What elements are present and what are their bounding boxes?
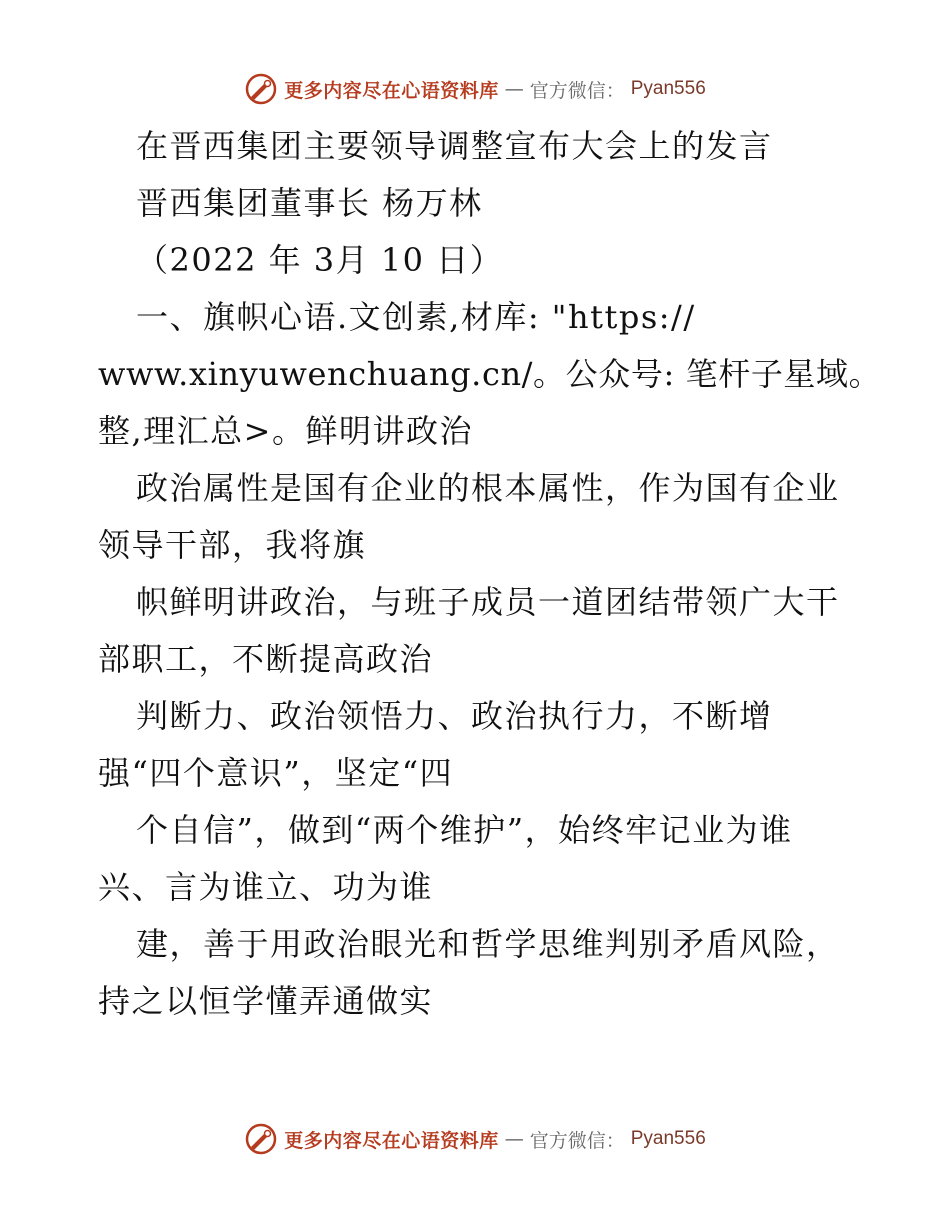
pen-circle-logo-icon bbox=[244, 1122, 278, 1156]
pen-circle-logo-icon bbox=[244, 72, 278, 106]
site-name: 更多内容尽在心语资料库 bbox=[284, 79, 499, 102]
footer-watermark-banner bbox=[0, 1122, 950, 1162]
wechat-id: Pyan556 bbox=[630, 1128, 706, 1149]
separator-dash: — bbox=[504, 78, 524, 100]
body-line: 部职工，不断提高政治 bbox=[98, 640, 434, 678]
wechat-id: Pyan556 bbox=[630, 78, 706, 99]
site-name: 更多内容尽在心语资料库 bbox=[284, 1129, 499, 1152]
body-line: 个自信”，做到“两个维护”，始终牢记业为谁 bbox=[136, 811, 793, 849]
body-line: 政治属性是国有企业的根本属性，作为国有企业 bbox=[136, 469, 840, 507]
body-line: 建，善于用政治眼光和哲学思维判别矛盾风险， bbox=[136, 925, 840, 963]
separator-dash: — bbox=[504, 1128, 524, 1150]
date-line: （2022 年 3月 10 日） bbox=[136, 241, 504, 279]
body-line: 领导干部，我将旗 bbox=[98, 526, 367, 564]
body-line: 强“四个意识”，坚定“四 bbox=[98, 754, 454, 792]
speech-title: 在晋西集团主要领导调整宣布大会上的发言 bbox=[136, 127, 773, 165]
body-line: 兴、言为谁立、功为谁 bbox=[98, 868, 434, 906]
body-line: 帜鲜明讲政治，与班子成员一道团结带领广大干 bbox=[136, 583, 840, 621]
section-heading-line: 一、旗帜心语.文创素,材库: "https:// bbox=[136, 298, 696, 336]
official-wechat-label: 官方微信： bbox=[529, 1129, 625, 1152]
body-line: 持之以恒学懂弄通做实 bbox=[98, 982, 434, 1020]
body-line: 整,理汇总>。鲜明讲政治 bbox=[98, 412, 473, 450]
speaker-line: 晋西集团董事长 杨万林 bbox=[136, 184, 483, 222]
official-wechat-label: 官方微信： bbox=[529, 79, 625, 102]
header-watermark-banner bbox=[0, 72, 950, 112]
body-line: 判断力、政治领悟力、政治执行力，不断增 bbox=[136, 697, 773, 735]
body-line: www.xinyuwenchuang.cn/。公众号: 笔杆子星域。 bbox=[98, 355, 882, 393]
document-body bbox=[98, 118, 882, 1030]
